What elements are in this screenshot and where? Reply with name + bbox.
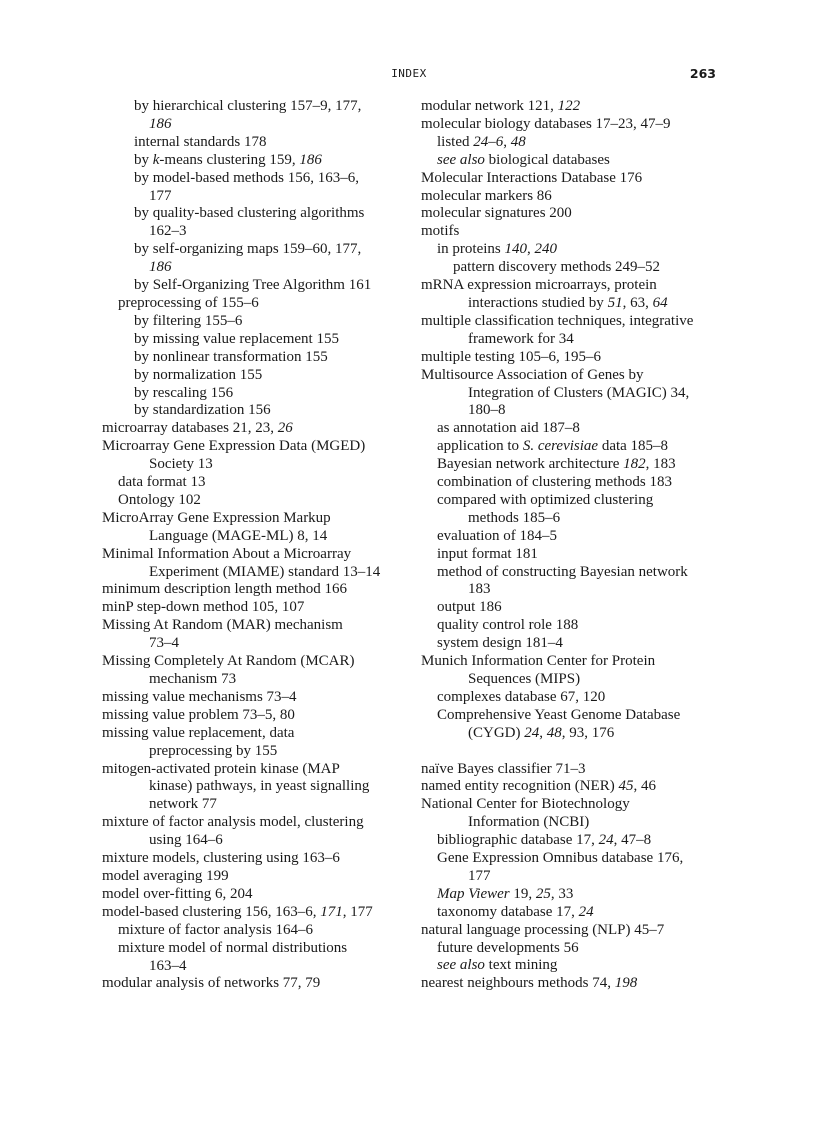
entry-continuation: 177 (468, 867, 491, 884)
entry-text: in proteins 140, 240 (437, 241, 557, 258)
entry-text: by k-means clustering 159, 186 (134, 151, 322, 168)
entry-text: by nonlinear transformation 155 (134, 348, 328, 365)
entry-text: mRNA expression microarrays, protein (421, 277, 657, 294)
entry-text: named entity recognition (NER) 45, 46 (421, 778, 656, 795)
entry-continuation: Information (NCBI) (468, 814, 590, 831)
entry-text: minP step-down method 105, 107 (102, 599, 305, 616)
entry-text: complexes database 67, 120 (437, 688, 606, 705)
index-subentry (421, 152, 721, 170)
index-subentry (421, 850, 721, 886)
index-subentry (421, 832, 721, 850)
index-entry (102, 975, 402, 993)
entry-text: internal standards 178 (134, 133, 267, 150)
entry-continuation: 186 (149, 259, 172, 276)
entry-text: Multisource Association of Genes by (421, 366, 644, 383)
index-entry (421, 761, 721, 779)
entry-text: data format 13 (118, 474, 206, 491)
entry-continuation: mechanism 73 (149, 671, 237, 687)
running-title: INDEX (391, 67, 427, 80)
index-subentry (102, 313, 402, 331)
entry-text: mixture of factor analysis 164–6 (118, 921, 313, 938)
index-subentry (102, 170, 402, 206)
entry-text: Ontology 102 (118, 491, 201, 508)
entry-text: Missing Completely At Random (MCAR) (102, 653, 355, 670)
index-entry (421, 277, 721, 313)
entry-continuation: Language (MAGE-ML) 8, 14 (149, 527, 328, 544)
index-entry (421, 98, 721, 116)
entry-text: evaluation of 184–5 (437, 527, 557, 544)
index-subentry (421, 940, 721, 958)
entry-text: Munich Information Center for Protein (421, 653, 656, 670)
entry-text: output 186 (437, 599, 502, 616)
index-subentry (102, 349, 402, 367)
entry-continuation: 73–4 (149, 635, 179, 652)
entry-text: listed 24–6, 48 (437, 133, 526, 150)
entry-text: model-based clustering 156, 163–6, 171, 177 (102, 903, 373, 920)
entry-text: microarray databases 21, 23, 26 (102, 420, 293, 437)
entry-text: quality control role 188 (437, 617, 579, 634)
index-subentry (421, 617, 721, 635)
index-subentry (421, 904, 721, 922)
index-subentry (102, 367, 402, 385)
entry-text: by missing value replacement 155 (134, 330, 339, 347)
index-entry (102, 850, 402, 868)
entry-text: motifs (421, 223, 460, 240)
entry-text: naïve Bayes classifier 71–3 (421, 760, 586, 777)
entry-text: molecular biology databases 17–23, 47–9 (421, 115, 671, 132)
entry-continuation: preprocessing by 155 (149, 742, 278, 759)
entry-text: model over-fitting 6, 204 (102, 885, 253, 902)
index-subentry (102, 492, 402, 510)
entry-text: molecular markers 86 (421, 187, 552, 204)
index-entry (102, 707, 402, 725)
entry-text: future developments 56 (437, 939, 579, 956)
index-subentry (421, 134, 721, 152)
index-column-left (102, 98, 402, 993)
entry-text: Gene Expression Omnibus database 176, (437, 850, 684, 867)
index-entry (421, 170, 721, 188)
entry-text: mixture models, clustering using 163–6 (102, 850, 340, 867)
index-entry (102, 617, 402, 653)
entry-text: application to S. cerevisiae data 185–8 (437, 438, 669, 455)
index-entry (102, 725, 402, 761)
entry-text: by rescaling 156 (134, 384, 234, 401)
index-subentry (102, 385, 402, 403)
entry-text: see also biological databases (437, 151, 610, 168)
entry-text: mixture model of normal distributions (118, 939, 348, 956)
index-subentry (421, 474, 721, 492)
entry-text: Map Viewer 19, 25, 33 (437, 885, 574, 902)
index-subentry (102, 331, 402, 349)
index-entry (421, 653, 721, 689)
entry-text: missing value replacement, data (102, 724, 295, 741)
entry-text: bibliographic database 17, 24, 47–8 (437, 832, 652, 849)
index-subentry (421, 241, 721, 259)
index-entry (421, 223, 721, 241)
running-head (102, 66, 716, 84)
index-subentry (102, 922, 402, 940)
index-subentry (102, 940, 402, 976)
index-entry (102, 868, 402, 886)
entry-text: multiple classification techniques, integrative (421, 312, 694, 329)
entry-text: by self-organizing maps 159–60, 177, (134, 241, 362, 258)
index-entry (102, 599, 402, 617)
entry-text: see also text mining (437, 957, 558, 974)
entry-text: Molecular Interactions Database 176 (421, 169, 643, 186)
entry-text: nearest neighbours methods 74, 198 (421, 975, 638, 992)
index-entry (421, 778, 721, 796)
entry-text: MicroArray Gene Expression Markup (102, 509, 331, 526)
entry-text: Microarray Gene Expression Data (MGED) (102, 438, 366, 455)
index-subentry (102, 474, 402, 492)
entry-text: system design 181–4 (437, 635, 563, 652)
entry-text: minimum description length method 166 (102, 581, 347, 598)
entry-text: by normalization 155 (134, 366, 263, 383)
entry-continuation: kinase) pathways, in yeast signalling (149, 778, 370, 795)
entry-continuation: (CYGD) 24, 48, 93, 176 (468, 724, 615, 741)
index-subentry (102, 98, 402, 134)
index-entry (421, 205, 721, 223)
entry-continuation: Society 13 (149, 456, 213, 473)
index-subentry (421, 438, 721, 456)
index-entry (421, 975, 721, 993)
index-subentry (421, 546, 721, 564)
entry-continuation: 162–3 (149, 223, 187, 240)
index-column-right (421, 98, 721, 993)
entry-text: by hierarchical clustering 157–9, 177, (134, 98, 362, 114)
entry-text: pattern discovery methods 249–52 (453, 259, 661, 276)
entry-text: missing value problem 73–5, 80 (102, 706, 295, 723)
page-number: 263 (689, 66, 716, 81)
index-subentry (421, 564, 721, 600)
entry-text: modular analysis of networks 77, 79 (102, 975, 321, 992)
entry-continuation: network 77 (149, 796, 217, 813)
entry-continuation: 186 (149, 115, 172, 132)
index-subentry (102, 402, 402, 420)
index-subentry (421, 528, 721, 546)
entry-continuation: Integration of Clusters (MAGIC) 34, (468, 384, 690, 401)
index-entry (102, 886, 402, 904)
entry-text: missing value mechanisms 73–4 (102, 688, 297, 705)
section-gap (421, 743, 721, 761)
index-entry (102, 814, 402, 850)
index-subentry (421, 492, 721, 528)
index-entry (102, 581, 402, 599)
entry-text: Bayesian network architecture 182, 183 (437, 456, 676, 473)
entry-text: Missing At Random (MAR) mechanism (102, 617, 343, 634)
entry-text: modular network 121, 122 (421, 98, 581, 114)
entry-continuation: framework for 34 (468, 330, 574, 347)
entry-text: Minimal Information About a Microarray (102, 545, 352, 562)
index-entry (102, 420, 402, 438)
index-subentry (421, 635, 721, 653)
entry-continuation: using 164–6 (149, 832, 223, 849)
index-entry (102, 510, 402, 546)
entry-text: compared with optimized clustering (437, 491, 654, 508)
index-entry (421, 922, 721, 940)
entry-continuation: 180–8 (468, 402, 506, 419)
entry-text: combination of clustering methods 183 (437, 474, 672, 491)
entry-text: mixture of factor analysis model, clustering (102, 814, 364, 831)
entry-text: mitogen-activated protein kinase (MAP (102, 760, 340, 777)
entry-text: molecular signatures 200 (421, 205, 572, 222)
entry-text: by Self-Organizing Tree Algorithm 161 (134, 277, 372, 294)
index-entry (102, 653, 402, 689)
entry-text: preprocessing of 155–6 (118, 294, 259, 311)
index-subentry (421, 420, 721, 438)
index-entry (421, 313, 721, 349)
index-entry (421, 188, 721, 206)
entry-continuation: Experiment (MIAME) standard 13–14 (149, 563, 381, 580)
entry-text: by filtering 155–6 (134, 312, 243, 329)
index-subentry (421, 259, 721, 277)
index-subentry (421, 707, 721, 743)
entry-continuation: 163–4 (149, 957, 187, 974)
index-entry (421, 349, 721, 367)
entry-text: multiple testing 105–6, 195–6 (421, 348, 601, 365)
entry-text: National Center for Biotechnology (421, 796, 630, 813)
index-subentry (102, 134, 402, 152)
entry-text: by model-based methods 156, 163–6, (134, 169, 359, 186)
index-subentry (421, 456, 721, 474)
index-entry (421, 116, 721, 134)
entry-text: by quality-based clustering algorithms (134, 205, 365, 222)
index-entry (102, 904, 402, 922)
index-entry (421, 367, 721, 421)
entry-text: by standardization 156 (134, 402, 271, 419)
entry-text: Comprehensive Yeast Genome Database (437, 706, 681, 723)
index-subentry (421, 957, 721, 975)
index-subentry (102, 152, 402, 170)
entry-text: method of constructing Bayesian network (437, 563, 688, 580)
entry-text: natural language processing (NLP) 45–7 (421, 921, 665, 938)
index-entry (102, 546, 402, 582)
index-entry (102, 761, 402, 815)
index-subentry (102, 277, 402, 295)
index-entry (102, 689, 402, 707)
index-subentry (421, 886, 721, 904)
index-entry (421, 796, 721, 832)
entry-continuation: interactions studied by 51, 63, 64 (468, 294, 668, 311)
entry-continuation: 183 (468, 581, 491, 598)
index-subentry (421, 689, 721, 707)
index-subentry (102, 295, 402, 313)
entry-text: input format 181 (437, 545, 538, 562)
index-subentry (102, 241, 402, 277)
entry-text: model averaging 199 (102, 867, 229, 884)
entry-continuation: 177 (149, 187, 172, 204)
index-entry (102, 438, 402, 474)
entry-continuation: Sequences (MIPS) (468, 671, 581, 687)
index-subentry (102, 205, 402, 241)
index-subentry (421, 599, 721, 617)
entry-text: taxonomy database 17, 24 (437, 903, 594, 920)
entry-continuation: methods 185–6 (468, 509, 561, 526)
entry-text: as annotation aid 187–8 (437, 420, 580, 437)
